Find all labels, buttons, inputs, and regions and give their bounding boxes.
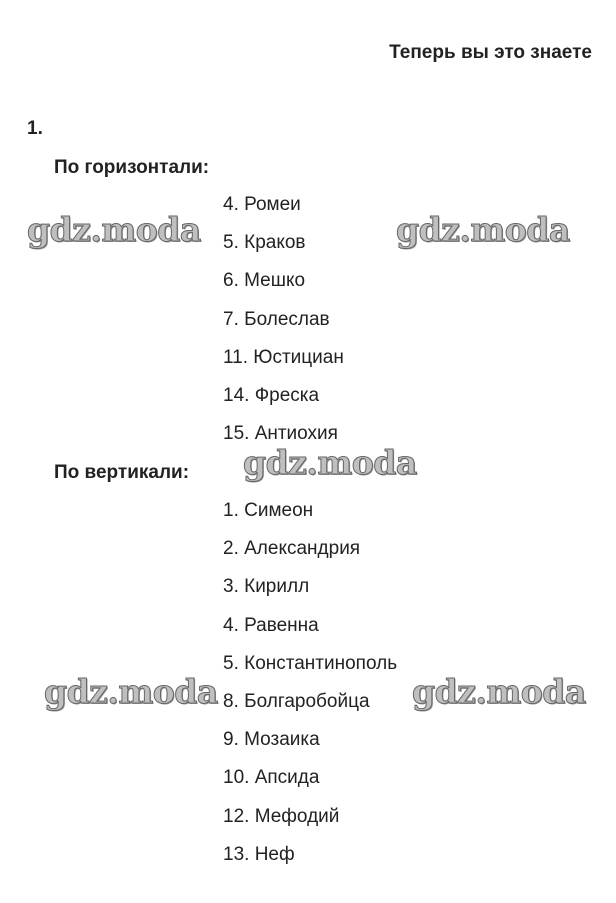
- list-item: 4. Равенна: [223, 614, 319, 636]
- page-heading: Теперь вы это знаете: [389, 42, 592, 63]
- list-item: 2. Александрия: [223, 538, 361, 560]
- list-item: 9. Мозаика: [223, 729, 320, 751]
- watermark: gdz.moda: [412, 672, 586, 711]
- horizontal-section-title: По горизонтали:: [54, 157, 210, 178]
- watermark: gdz.moda: [44, 672, 218, 711]
- watermark: gdz.moda: [27, 210, 201, 249]
- list-item: 1. Симеон: [223, 500, 314, 521]
- list-item: 14. Фреска: [223, 384, 320, 406]
- list-item: 8. Болгаробойца: [223, 690, 370, 712]
- watermark: gdz.moda: [243, 443, 417, 482]
- list-item: 10. Апсида: [223, 767, 320, 789]
- vertical-section-title: По вертикали:: [54, 462, 190, 483]
- list-item: 11. Юстициан: [223, 346, 344, 368]
- list-item: 7. Болеслав: [223, 308, 330, 330]
- vertical-answers-list: [223, 500, 397, 882]
- list-item: 12. Мефодий: [223, 805, 340, 827]
- watermark: gdz.moda: [396, 210, 570, 249]
- list-item: 5. Краков: [223, 232, 306, 254]
- list-item: 6. Мешко: [223, 270, 306, 292]
- horizontal-answers-list: [223, 194, 344, 461]
- list-item: 13. Неф: [223, 843, 295, 865]
- task-number: 1.: [27, 118, 43, 139]
- list-item: 3. Кирилл: [223, 576, 310, 598]
- list-item: 15. Антиохия: [223, 423, 338, 445]
- list-item: 5. Константинополь: [223, 652, 398, 674]
- list-item: 4. Ромеи: [223, 194, 301, 215]
